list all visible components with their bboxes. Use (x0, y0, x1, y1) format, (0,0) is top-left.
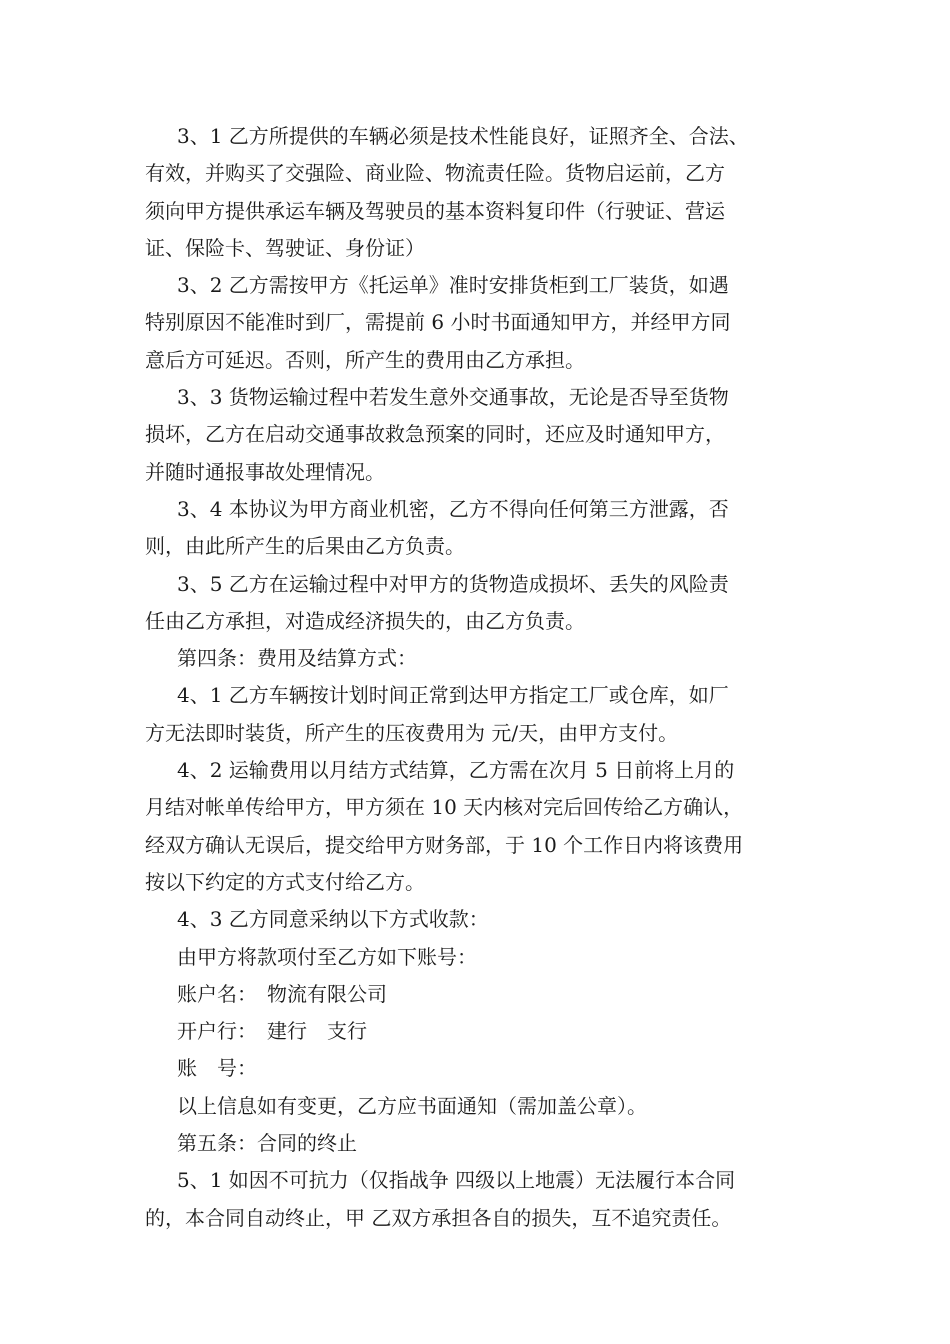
text-line: 3、4 本协议为甲方商业机密，乙方不得向任何第三方泄露，否 (177, 496, 729, 521)
clause-4-2 (145, 752, 805, 901)
account-number (145, 1050, 805, 1087)
text-line: 须向甲方提供承运车辆及驾驶员的基本资料复印件（行驶证、营运 (145, 198, 725, 223)
text-line: 第四条：费用及结算方式： (177, 646, 417, 671)
text-line: 并随时通报事故处理情况。 (145, 459, 385, 484)
text-line: 证、保险卡、驾驶证、身份证） (145, 235, 425, 260)
text-line: 则，由此所产生的后果由乙方负责。 (145, 534, 465, 559)
clause-4-3 (145, 901, 805, 938)
change-notice (145, 1088, 805, 1125)
clause-3-1 (145, 118, 805, 267)
account-name (145, 976, 805, 1013)
text-line: 账户名： 物流有限公司 (177, 981, 387, 1006)
text-line: 4、3 乙方同意采纳以下方式收款： (177, 907, 489, 932)
clause-3-2 (145, 267, 805, 379)
text-line: 第五条：合同的终止 (177, 1131, 357, 1156)
text-line: 3、3 货物运输过程中若发生意外交通事故，无论是否导至货物 (177, 385, 729, 410)
text-line: 有效，并购买了交强险、商业险、物流责任险。货物启运前，乙方 (145, 161, 725, 186)
clause-3-5 (145, 566, 805, 641)
clause-5-1 (145, 1162, 805, 1237)
text-line: 任由乙方承担，对造成经济损失的，由乙方负责。 (145, 608, 585, 633)
text-line: 4、1 乙方车辆按计划时间正常到达甲方指定工厂或仓库，如厂 (177, 683, 729, 708)
text-line: 按以下约定的方式支付给乙方。 (145, 869, 425, 894)
text-line: 方无法即时装货，所产生的压夜费用为 元/天，由甲方支付。 (145, 720, 679, 745)
document-body (145, 118, 805, 1237)
text-line: 开户行： 建行 支行 (177, 1019, 367, 1044)
text-line: 5、1 如因不可抗力（仅指战争 四级以上地震）无法履行本合同 (177, 1168, 736, 1193)
text-line: 经双方确认无误后，提交给甲方财务部，于 10 个工作日内将该费用 (145, 832, 744, 857)
text-line: 特别原因不能准时到厂，需提前 6 小时书面通知甲方，并经甲方同 (145, 310, 731, 335)
clause-3-4 (145, 491, 805, 566)
text-line: 3、5 乙方在运输过程中对甲方的货物造成损坏、丢失的风险责 (177, 571, 729, 596)
payment-instruction (145, 939, 805, 976)
text-line: 3、1 乙方所提供的车辆必须是技术性能良好，证照齐全、合法、 (177, 124, 749, 148)
text-line: 4、2 运输费用以月结方式结算，乙方需在次月 5 日前将上月的 (177, 758, 735, 783)
text-line: 以上信息如有变更，乙方应书面通知（需加盖公章）。 (177, 1093, 647, 1118)
bank-name (145, 1013, 805, 1050)
article-5-heading (145, 1125, 805, 1162)
clause-3-3 (145, 379, 805, 491)
text-line: 的，本合同自动终止，甲 乙双方承担各自的损失，互不追究责任。 (145, 1205, 732, 1230)
text-line: 3、2 乙方需按甲方《托运单》准时安排货柜到工厂装货，如遇 (177, 273, 729, 298)
article-4-heading (145, 640, 805, 677)
text-line: 账 号： (177, 1056, 257, 1081)
text-line: 由甲方将款项付至乙方如下账号： (177, 944, 477, 969)
text-line: 月结对帐单传给甲方，甲方须在 10 天内核对完后回传给乙方确认， (145, 795, 744, 820)
text-line: 损坏，乙方在启动交通事故救急预案的同时，还应及时通知甲方， (145, 422, 725, 447)
text-line: 意后方可延迟。否则，所产生的费用由乙方承担。 (145, 347, 585, 372)
clause-4-1 (145, 677, 805, 752)
